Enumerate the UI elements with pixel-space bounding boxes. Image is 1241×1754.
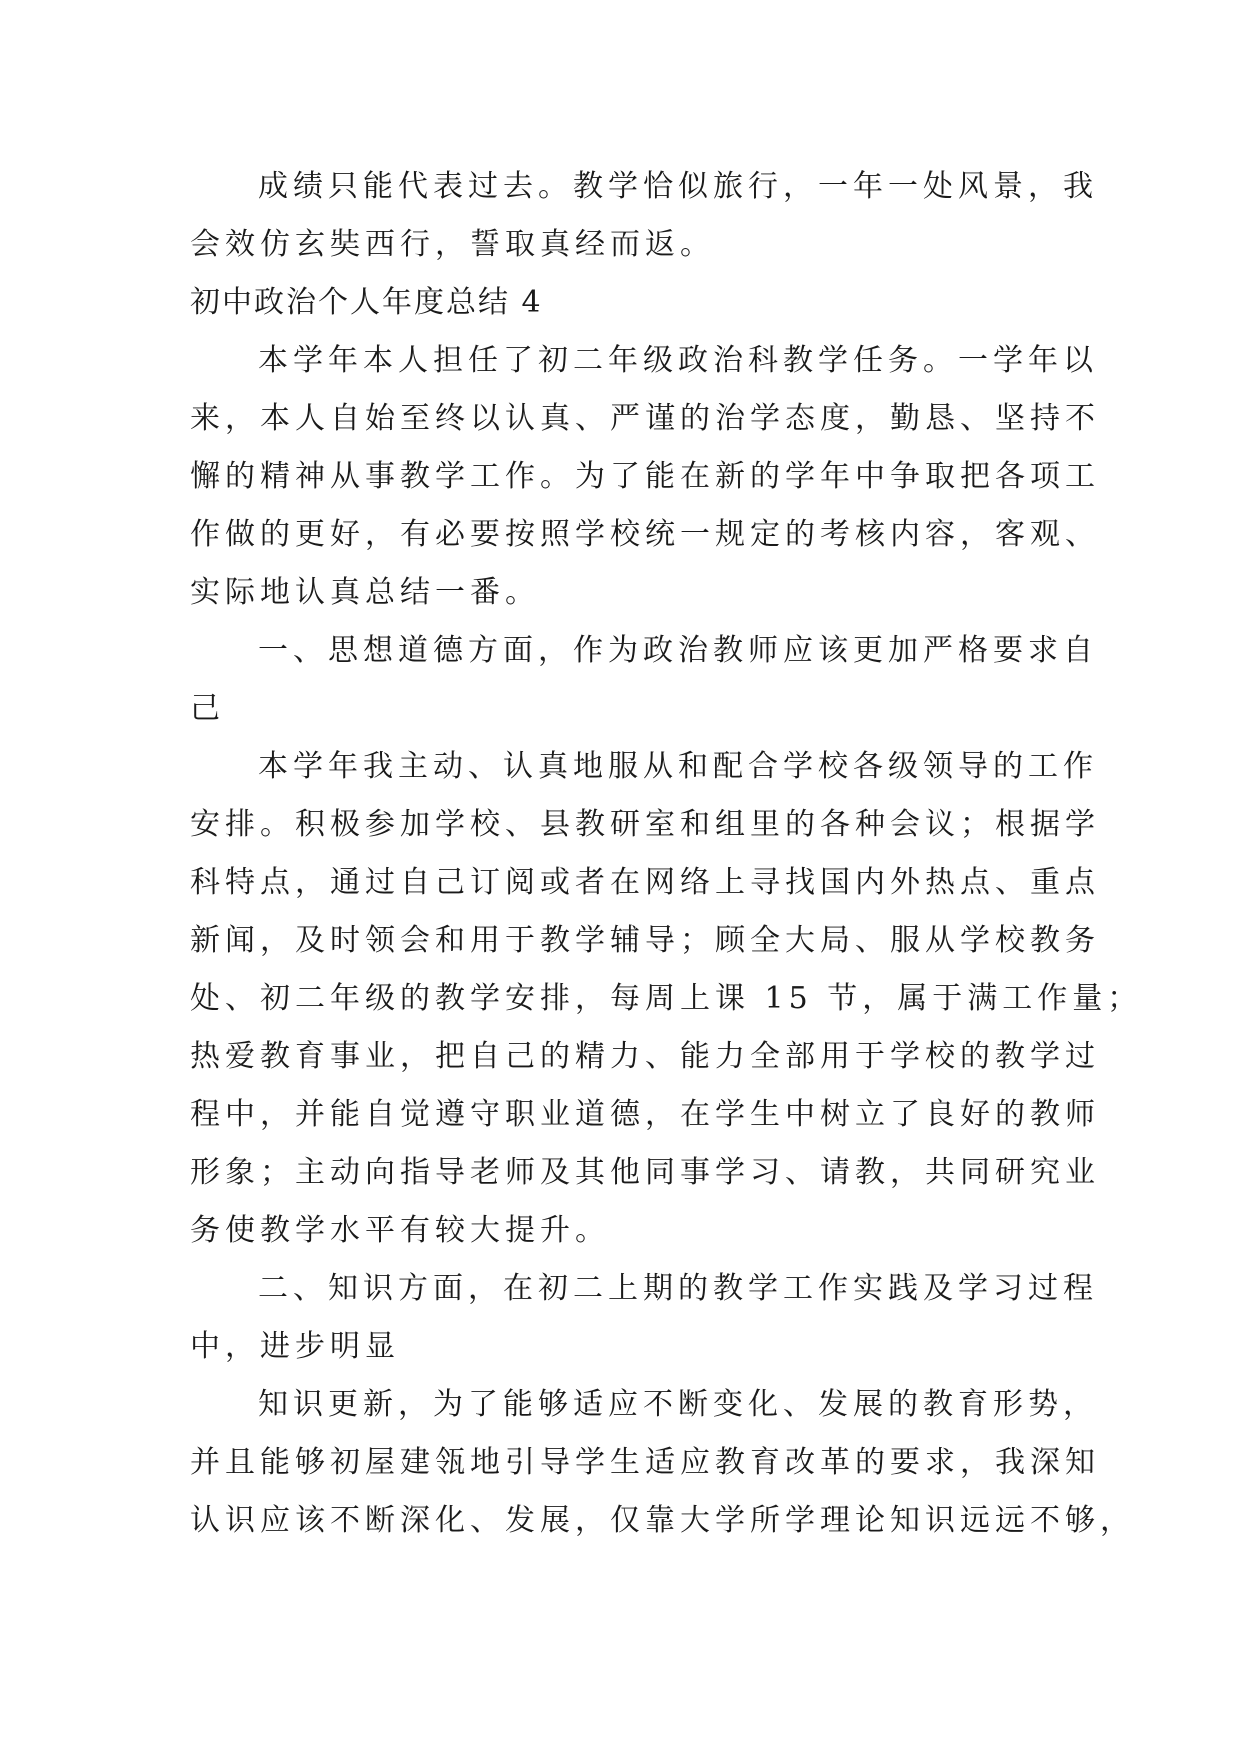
paragraph-line: 形象；主动向指导老师及其他同事学习、请教，共同研究业 bbox=[190, 1155, 1100, 1190]
document-body bbox=[190, 158, 1143, 1550]
subheading-line: 一、思想道德方面，作为政治教师应该更加严格要求自 bbox=[258, 633, 1098, 668]
paragraph-line: 成绩只能代表过去。教学恰似旅行，一年一处风景，我 bbox=[258, 169, 1098, 204]
paragraph-line: 科特点，通过自己订阅或者在网络上寻找国内外热点、重点 bbox=[190, 865, 1100, 900]
paragraph-line: 程中，并能自觉遵守职业道德，在学生中树立了良好的教师 bbox=[190, 1097, 1100, 1132]
paragraph-line: 务使教学水平有较大提升。 bbox=[190, 1213, 610, 1248]
paragraph-line: 本学年我主动、认真地服从和配合学校各级领导的工作 bbox=[258, 749, 1098, 784]
paragraph-line: 会效仿玄奘西行，誓取真经而返。 bbox=[190, 227, 715, 262]
subheading-line: 二、知识方面，在初二上期的教学工作实践及学习过程 bbox=[258, 1271, 1098, 1306]
paragraph-line: 热爱教育事业，把自己的精力、能力全部用于学校的教学过 bbox=[190, 1039, 1100, 1074]
paragraph-line: 作做的更好，有必要按照学校统一规定的考核内容，客观、 bbox=[190, 517, 1100, 552]
paragraph-line: 安排。积极参加学校、县教研室和组里的各种会议；根据学 bbox=[190, 807, 1100, 842]
paragraph-line: 知识更新，为了能够适应不断变化、发展的教育形势， bbox=[258, 1387, 1098, 1422]
paragraph-line: 来，本人自始至终以认真、严谨的治学态度，勤恳、坚持不 bbox=[190, 401, 1100, 436]
paragraph-line: 并且能够初屋建瓴地引导学生适应教育改革的要求，我深知 bbox=[190, 1445, 1100, 1480]
paragraph-line: 认识应该不断深化、发展，仅靠大学所学理论知识远远不够， bbox=[190, 1503, 1135, 1538]
section-title: 初中政治个人年度总结 4 bbox=[190, 285, 543, 320]
paragraph-line: 新闻，及时领会和用于教学辅导；顾全大局、服从学校教务 bbox=[190, 923, 1100, 958]
subheading-line: 己 bbox=[190, 691, 225, 726]
subheading-line: 中，进步明显 bbox=[190, 1329, 400, 1364]
paragraph-line: 懈的精神从事教学工作。为了能在新的学年中争取把各项工 bbox=[190, 459, 1100, 494]
paragraph-line: 实际地认真总结一番。 bbox=[190, 575, 540, 610]
paragraph-line: 处、初二年级的教学安排，每周上课 15 节，属于满工作量； bbox=[190, 981, 1143, 1016]
paragraph-line: 本学年本人担任了初二年级政治科教学任务。一学年以 bbox=[258, 343, 1098, 378]
